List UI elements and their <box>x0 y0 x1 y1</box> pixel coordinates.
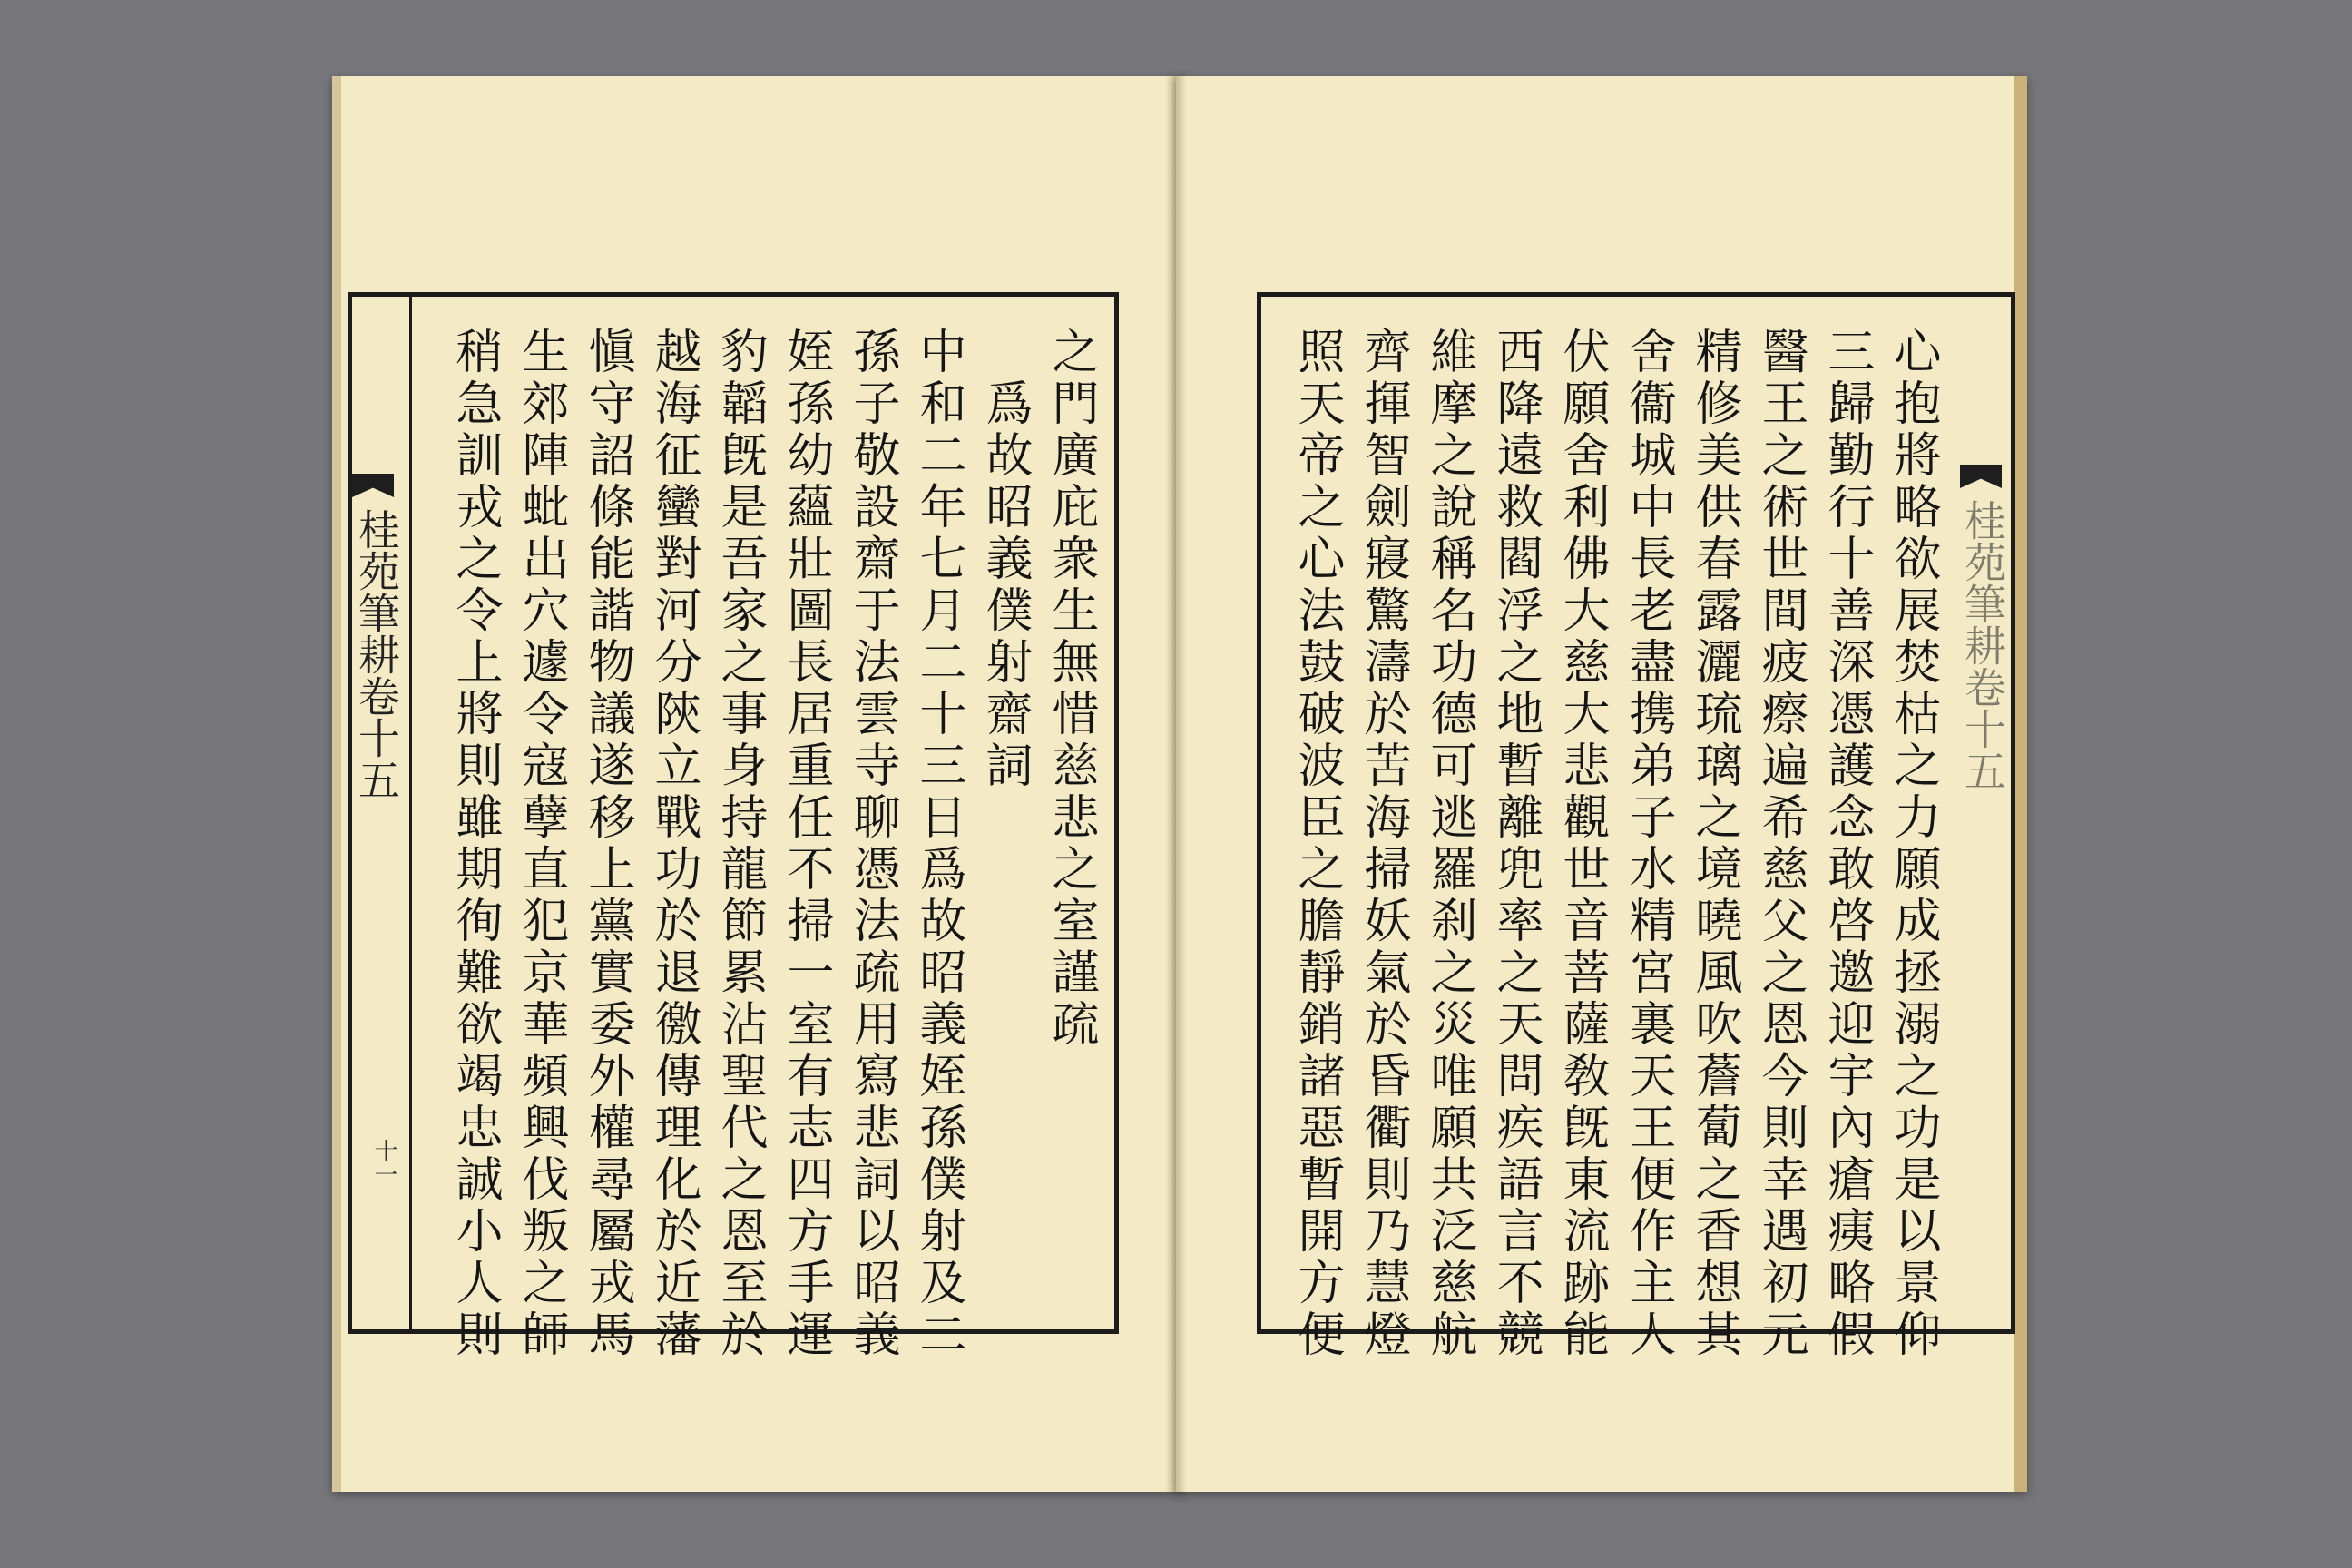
right-column-8: 維摩之說稱名功德可逃羅刹之災唯願共泛慈航 <box>1422 327 1476 1361</box>
left-column-5: 姪孫幼蘊壯圖長居重任不掃一室有志四方手運 <box>779 327 833 1361</box>
left-page-number: 十一 <box>370 1139 397 1186</box>
right-margin-title: 桂苑筆耕卷十五 <box>1958 499 2007 791</box>
right-column-2: 三歸勤行十善深憑護念敢啓邀迎宇內瘡痍略假 <box>1819 327 1874 1361</box>
left-column-3: 中和二年七月二十三日爲故昭義姪孫僕射及二 <box>911 327 965 1361</box>
right-column-10: 照天帝之心法鼓破波臣之膽靜銷諸惡暫開方便 <box>1289 327 1344 1361</box>
left-margin-rule <box>409 292 412 1334</box>
left-margin-title: 桂苑筆耕卷十五 <box>352 508 401 800</box>
right-column-3: 醫王之術世間疲瘵遍希慈父之恩今則幸遇初元 <box>1753 327 1808 1361</box>
left-column-6: 豹韜旣是吾家之事身持龍節累沾聖代之恩至於 <box>712 327 767 1361</box>
left-column-1: 之門廣庇衆生無惜慈悲之室謹疏 <box>1044 327 1098 1051</box>
left-column-2: 爲故昭義僕射齋詞 <box>977 327 1032 792</box>
left-column-8: 愼守詔條能諧物議遂移上黨實委外權尋屬戎馬 <box>580 327 634 1361</box>
left-column-4: 孫子敬設齋于法雲寺聊憑法疏用寫悲詞以昭義 <box>845 327 899 1361</box>
right-column-5: 舍衞城中長老盡携弟子水精宮裏天王便作主人 <box>1621 327 1675 1361</box>
right-column-1: 心抱將略欲展焚枯之力願成拯溺之功是以景仰 <box>1886 327 1940 1361</box>
right-column-6: 伏願舍利佛大慈大悲觀世音菩薩敎旣東流跡能 <box>1554 327 1609 1361</box>
right-column-9: 齊揮智劍寢驚濤於苦海掃妖氣於昏衢則乃慧燈 <box>1356 327 1410 1361</box>
right-column-7: 西降遠救閻浮之地暫離兜率之天問疾語言不競 <box>1488 327 1543 1361</box>
left-column-7: 越海征蠻對河分陝立戰功於退徼傳理化於近藩 <box>646 327 701 1361</box>
left-column-9: 生郊陣蚍出穴遽令寇孽直犯京華頻興伐叛之師 <box>514 327 568 1361</box>
book-gutter <box>1165 76 1187 1492</box>
left-column-10: 稍急訓戎之令上將則雖期徇難欲竭忠誠小人則 <box>447 327 502 1361</box>
right-column-4: 精修美供春露灑琉璃之境曉風吹薝蔔之香想其 <box>1687 327 1741 1361</box>
